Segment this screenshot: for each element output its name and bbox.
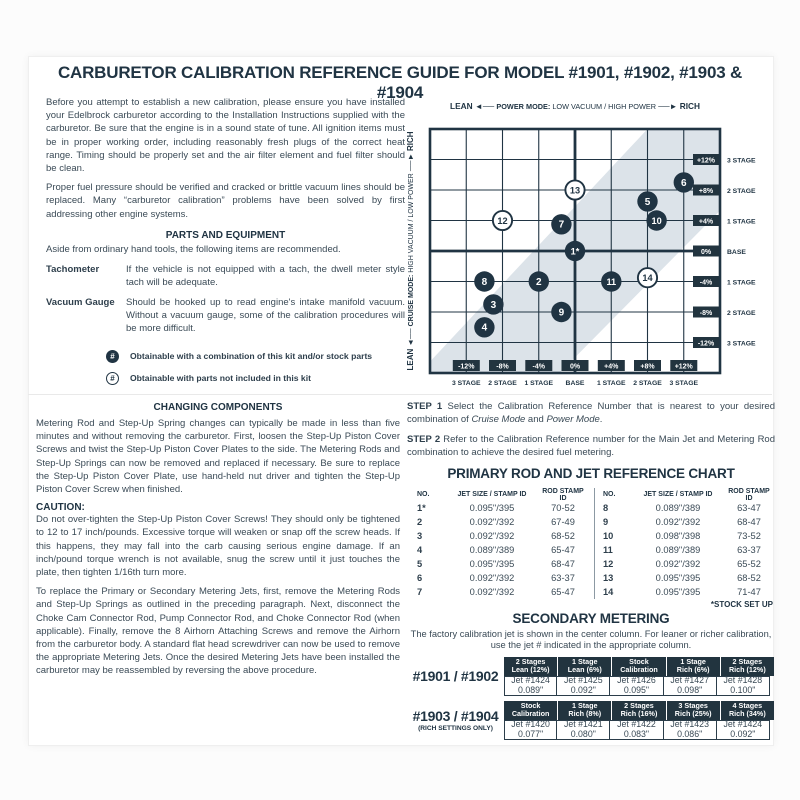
chart-point-label: 12 xyxy=(497,215,508,226)
primary-cell-jet: 0.089"/389 xyxy=(469,545,515,556)
changing-paragraph-2: To replace the Primary or Secondary Metering Jets, first, remove the Metering Rods and Step-Up Springs as outlined in the preceding paragraph. Next, disconnect the Choke Cam Connector Rod, Pump Connector Rod, and Choke Connector Rod (when applicable). Finally, remove the 8 Airhorn Attaching Screws and remove the Airhorn from the carburetor body. A standard flat head screwdriver can now be used to remove the appropriate Metering Jets. Once the desired Metering Jets have been installed the carburetor may be reassembled by reversing the above procedure. xyxy=(36,586,400,677)
jet-size: 0.089" xyxy=(518,684,544,695)
chart-point-label: 11 xyxy=(606,276,617,287)
primary-cell-rod: 65-47 xyxy=(551,586,575,597)
primary-cell-no: 8 xyxy=(603,503,609,514)
caution-label: CAUTION: xyxy=(36,502,85,514)
secondary-header-line1: 2 Stages xyxy=(732,656,763,666)
primary-table-right-half xyxy=(603,488,773,599)
secondary-table-row xyxy=(407,701,775,740)
step-italic-term: Cruise Mode xyxy=(471,414,526,426)
secondary-table-row xyxy=(407,657,775,696)
secondary-header-line1: 1 Stage xyxy=(680,656,706,666)
jet-size: 0.086" xyxy=(677,728,703,739)
y-tick-pct: +8% xyxy=(698,187,714,195)
secondary-header-cell xyxy=(612,701,665,720)
primary-cell-jet: 0.092"/392 xyxy=(469,531,515,542)
chart-point-label: 5 xyxy=(644,196,651,208)
secondary-header-cell xyxy=(667,701,720,720)
primary-cell-no: 2 xyxy=(417,517,423,528)
jet-number: Jet #1420 xyxy=(511,718,550,729)
primary-header-rod: ROD STAMP ID xyxy=(728,487,770,502)
parts-item xyxy=(46,296,405,335)
chart-point-label: 3 xyxy=(490,299,497,311)
secondary-header-line2: Rich (16%) xyxy=(620,709,658,719)
parts-item xyxy=(46,263,405,289)
x-tick-pct: 0% xyxy=(569,363,581,371)
primary-cell-jet: 0.092"/392 xyxy=(469,572,515,583)
secondary-table-label xyxy=(407,708,504,732)
changing-heading: CHANGING COMPONENTS xyxy=(153,402,283,413)
chart-legend xyxy=(46,350,405,385)
primary-cell-rod: 71-47 xyxy=(737,586,761,597)
x-tick-stage: 2 STAGE xyxy=(633,380,662,387)
secondary-value-cell xyxy=(664,676,717,696)
secondary-value-cell xyxy=(717,720,770,740)
jet-size: 0.077" xyxy=(518,728,544,739)
secondary-header-line2: Lean (6%) xyxy=(567,665,602,675)
chart-point-label: 9 xyxy=(558,307,565,319)
primary-cell-jet: 0.089"/389 xyxy=(655,503,701,514)
secondary-value-cell xyxy=(557,676,610,696)
x-tick-pct: +12% xyxy=(674,363,693,371)
jet-number: Jet #1426 xyxy=(617,674,656,685)
secondary-header-line2: Rich (34%) xyxy=(728,709,766,719)
y-tick-pct: 0% xyxy=(700,248,712,256)
primary-header-rod: ROD STAMP ID xyxy=(542,487,584,502)
secondary-value-row xyxy=(504,720,774,740)
jet-number: Jet #1424 xyxy=(723,718,763,729)
primary-cell-rod: 68-52 xyxy=(737,572,761,583)
primary-cell-no: 12 xyxy=(603,559,614,570)
y-tick-stage: 2 STAGE xyxy=(727,309,756,317)
parts-term: Vacuum Gauge xyxy=(46,296,115,308)
calibration-chart xyxy=(403,96,778,396)
primary-cell-jet: 0.089"/389 xyxy=(655,545,701,556)
secondary-value-cell xyxy=(610,676,663,696)
secondary-table xyxy=(504,657,774,696)
parts-description: Should be hooked up to read engine's intake manifold vacuum. Without a vacuum gauge, some of the calibration procedures will be more difficult. xyxy=(126,296,405,334)
x-tick-pct: -4% xyxy=(532,363,545,371)
y-tick-pct: +4% xyxy=(698,218,714,226)
y-tick-stage: 3 STAGE xyxy=(727,340,756,348)
primary-cell-no: 10 xyxy=(603,531,614,542)
secondary-header-line2: Rich (8%) xyxy=(568,709,602,719)
secondary-header-row xyxy=(504,657,774,676)
primary-cell-jet: 0.095"/395 xyxy=(469,559,515,570)
jet-size: 0.095" xyxy=(623,684,650,695)
x-tick-stage: 3 STAGE xyxy=(669,380,699,387)
secondary-value-cell xyxy=(557,720,610,740)
chart-point-label: 4 xyxy=(481,322,488,334)
chart-point-label: 6 xyxy=(681,177,687,189)
stock-setup-footnote: *STOCK SET UP xyxy=(710,599,773,609)
secondary-header-line2: Rich (25%) xyxy=(674,709,712,719)
secondary-header-cell xyxy=(558,701,611,720)
primary-cell-no: 11 xyxy=(603,545,613,556)
secondary-table xyxy=(504,701,774,740)
secondary-header-line1: Stock xyxy=(520,700,541,710)
primary-cell-jet: 0.092"/392 xyxy=(469,586,515,597)
secondary-header-line1: 1 Stage xyxy=(571,700,598,710)
model-numbers: #1903 / #1904 xyxy=(412,708,499,725)
changing-paragraph-1: Metering Rod and Step-Up Spring changes can typically be made in less than five minutes and without removing the carburetor. First, loosen the Step-Up Piston Cover Screws and twist the Step-Up Piston Cover Plates to the side. The Metering Rods and Step-Up Springs can now be removed and replaced if necessary. Be sure to replace the Step-Up Piston Cover Plate, use hand-held nut driver and tighten the Step-Up Piston Cover Screw when finished. xyxy=(36,418,400,496)
secondary-table-label xyxy=(407,668,504,684)
chart-point-label: 1* xyxy=(570,246,580,257)
parts-description: If the vehicle is not equipped with a tach, the dwell meter style tach will be adequate. xyxy=(126,263,405,288)
step-text: . xyxy=(599,414,603,426)
primary-rod-jet-table xyxy=(417,488,775,599)
x-tick-pct: -12% xyxy=(458,363,475,371)
model-sublabel: (RICH SETTINGS ONLY) xyxy=(418,725,493,733)
jet-number: Jet #1422 xyxy=(617,718,656,729)
secondary-header-cell xyxy=(504,657,557,676)
step-text: and xyxy=(525,414,547,426)
jet-number: Jet #1424 xyxy=(511,674,550,685)
calibration-chart-container xyxy=(403,96,778,396)
jet-number: Jet #1421 xyxy=(563,718,603,729)
primary-cell-no: 9 xyxy=(603,517,609,528)
jet-number: Jet #1425 xyxy=(563,674,603,685)
primary-cell-rod: 68-52 xyxy=(551,531,575,542)
step-label: STEP 2 xyxy=(407,433,444,445)
jet-size: 0.100" xyxy=(730,684,756,695)
chart-point-label: 10 xyxy=(651,215,662,226)
secondary-header-cell xyxy=(612,657,665,676)
secondary-value-cell xyxy=(504,676,557,696)
primary-cell-jet: 0.095"/395 xyxy=(655,572,701,583)
jet-number: Jet #1427 xyxy=(670,674,709,685)
secondary-metering-title: SECONDARY METERING xyxy=(512,610,670,626)
jet-size: 0.092" xyxy=(570,684,596,695)
primary-cell-rod: 63-47 xyxy=(737,503,761,514)
secondary-value-row xyxy=(504,676,774,696)
secondary-value-cell xyxy=(664,720,717,740)
y-tick-stage: 3 STAGE xyxy=(727,157,756,165)
step-text: Select the Calibration Reference Number that is nearest to your desired combination of xyxy=(407,401,776,426)
steps-block xyxy=(407,400,775,460)
chart-point-label: 7 xyxy=(558,219,565,231)
jet-size: 0.092" xyxy=(730,728,756,739)
intro-paragraph-2: Proper fuel pressure should be verified and cracked or brittle vacuum lines should be replaced. Many “carburetor calibration” problems have been solved by first addressing other engine systems. xyxy=(46,182,405,220)
secondary-note: The factory calibration jet is shown in the center column. For leaner or richer calibration, use the jet # indicated in the appropriate column. xyxy=(410,628,772,651)
page-title: CARBURETOR CALIBRATION REFERENCE GUIDE FOR MODEL #1901, #1902, #1903 & #1904 xyxy=(57,63,743,102)
chart-point-label: 14 xyxy=(642,273,653,284)
parts-term: Tachometer xyxy=(46,263,100,275)
secondary-value-cell xyxy=(504,720,557,740)
secondary-header-line2: Calibration xyxy=(620,665,658,675)
secondary-header-row xyxy=(504,701,774,720)
primary-cell-jet: 0.098"/398 xyxy=(655,531,701,542)
x-tick-pct: -8% xyxy=(496,363,509,371)
primary-header-no: NO. xyxy=(417,491,430,499)
parts-items xyxy=(46,263,405,335)
jet-number: Jet #1428 xyxy=(723,674,763,685)
legend-row xyxy=(46,350,405,363)
primary-cell-rod: 63-37 xyxy=(551,572,575,583)
x-tick-stage: 2 STAGE xyxy=(488,380,517,387)
intro-column xyxy=(46,96,405,385)
primary-cell-no: 5 xyxy=(417,559,423,570)
primary-cell-no: 1* xyxy=(417,503,426,514)
secondary-header-line2: Rich (12%) xyxy=(728,665,766,675)
model-numbers: #1901 / #1902 xyxy=(412,668,499,685)
y-tick-pct: -12% xyxy=(697,340,715,348)
jet-number: Jet #1423 xyxy=(670,718,709,729)
primary-header-jet: JET SIZE / STAMP ID xyxy=(643,491,713,499)
filled-number-circle-icon: # xyxy=(106,350,119,363)
jet-size: 0.098" xyxy=(677,684,703,695)
primary-header-no: NO. xyxy=(603,491,616,499)
primary-table-title: PRIMARY ROD AND JET REFERENCE CHART xyxy=(447,465,735,481)
primary-cell-jet: 0.092"/392 xyxy=(655,517,701,528)
secondary-tables xyxy=(407,657,775,740)
parts-heading: PARTS AND EQUIPMENT xyxy=(165,229,286,241)
secondary-header-line2: Calibration xyxy=(511,709,550,719)
y-tick-pct: +12% xyxy=(696,157,716,165)
chart-point-label: 8 xyxy=(481,276,488,288)
x-tick-stage: 1 STAGE xyxy=(524,380,554,387)
step-text: Refer to the Calibration Reference number for the Main Jet and Metering Rod combination to achieve the desired fuel metering. xyxy=(407,433,775,459)
chart-point-label: 13 xyxy=(569,185,581,196)
primary-cell-jet: 0.092"/392 xyxy=(655,559,701,570)
primary-cell-rod: 65-47 xyxy=(551,545,575,556)
intro-paragraph-1: Before you attempt to establish a new calibration, please ensure you have installed your Edelbrock carburetor according to the Installation Instructions supplied with the carburetor. Be sure that the engine is in a sound state of tune. All ignition items must be in proper working order, including reasonably fresh plugs of the correct heat range. Timing should be properly set and the air filter element and fuel filter should be clean. xyxy=(46,97,405,175)
x-tick-stage: BASE xyxy=(565,380,585,387)
primary-cell-rod: 68-47 xyxy=(737,517,761,528)
secondary-header-cell xyxy=(558,657,611,676)
secondary-header-line1: 2 Stages xyxy=(515,656,546,666)
primary-cell-no: 7 xyxy=(417,586,423,597)
secondary-header-line2: Lean (12%) xyxy=(511,665,550,675)
step-paragraph xyxy=(407,433,775,460)
chart-point-label: 2 xyxy=(536,276,542,288)
caution-paragraph: Do not over-tighten the Step-Up Piston Cover Screws! They should only be tightened to 12 to 17 inch/pounds. Excessive torque will weaken or snap off the screw heads. If this happens, they may fall into the carb causing serious engine damage. If an inch/pound torque wrench is not available, snug the screw until it just touches the plate, then tighten 1/16th turn more. xyxy=(36,514,400,579)
primary-cell-no: 14 xyxy=(603,586,614,597)
secondary-header-line1: 1 Stage xyxy=(571,656,598,666)
changing-components-column xyxy=(36,398,400,678)
step-italic-term: Power Mode xyxy=(546,414,600,426)
secondary-header-cell xyxy=(504,701,557,720)
primary-header-jet: JET SIZE / STAMP ID xyxy=(457,491,527,499)
primary-cell-no: 6 xyxy=(417,572,423,583)
y-tick-stage: 1 STAGE xyxy=(727,218,756,226)
step-paragraph xyxy=(407,400,775,427)
parts-lead: Aside from ordinary hand tools, the following items are recommended. xyxy=(46,243,341,255)
legend-label: Obtainable with a combination of this kit and/or stock parts xyxy=(130,351,373,362)
secondary-header-line1: 4 Stages xyxy=(732,700,763,710)
primary-cell-rod: 65-52 xyxy=(737,559,761,570)
secondary-header-line1: 2 Stages xyxy=(624,700,654,710)
primary-table-left-half xyxy=(417,488,595,599)
y-tick-pct: -4% xyxy=(699,279,713,287)
primary-cell-rod: 63-37 xyxy=(737,545,761,556)
primary-cell-jet: 0.092"/392 xyxy=(469,517,515,528)
secondary-value-cell xyxy=(717,676,770,696)
x-tick-pct: +8% xyxy=(640,363,655,371)
outline-number-circle-icon: # xyxy=(106,372,119,385)
secondary-header-cell xyxy=(667,657,720,676)
x-tick-pct: +4% xyxy=(604,363,619,371)
primary-cell-rod: 68-47 xyxy=(551,559,575,570)
y-tick-stage: BASE xyxy=(727,248,746,256)
secondary-header-cell xyxy=(721,701,774,720)
primary-cell-rod: 67-49 xyxy=(551,517,575,528)
primary-cell-jet: 0.095"/395 xyxy=(655,586,701,597)
x-tick-stage: 3 STAGE xyxy=(451,380,481,387)
step-label: STEP 1 xyxy=(407,401,448,412)
reference-column xyxy=(407,400,775,740)
y-tick-stage: 1 STAGE xyxy=(727,279,756,287)
x-axis-caption: LEAN ◄── POWER MODE: LOW VACUUM / HIGH POWER ──► RICH xyxy=(450,101,700,111)
secondary-header-line1: Stock xyxy=(629,656,649,666)
y-axis-caption: LEAN ◄── CRUISE MODE: HIGH VACUUM / LOW POWER ──► RICH xyxy=(406,131,415,371)
primary-cell-no: 13 xyxy=(603,572,614,583)
x-tick-stage: 1 STAGE xyxy=(596,380,626,387)
primary-cell-no: 4 xyxy=(417,545,423,556)
primary-cell-no: 3 xyxy=(417,531,423,542)
secondary-value-cell xyxy=(610,720,663,740)
legend-row xyxy=(46,372,405,385)
secondary-header-cell xyxy=(721,657,774,676)
jet-size: 0.083" xyxy=(623,728,650,739)
legend-label: Obtainable with parts not included in this kit xyxy=(130,373,311,384)
y-tick-pct: -8% xyxy=(699,309,713,317)
primary-cell-rod: 73-52 xyxy=(737,531,761,542)
jet-size: 0.080" xyxy=(570,728,596,739)
secondary-header-line1: 3 Stages xyxy=(678,700,708,710)
y-tick-stage: 2 STAGE xyxy=(727,187,756,195)
primary-cell-rod: 70-52 xyxy=(551,503,575,514)
primary-cell-jet: 0.095"/395 xyxy=(469,503,515,514)
secondary-header-line2: Rich (6%) xyxy=(676,665,710,675)
